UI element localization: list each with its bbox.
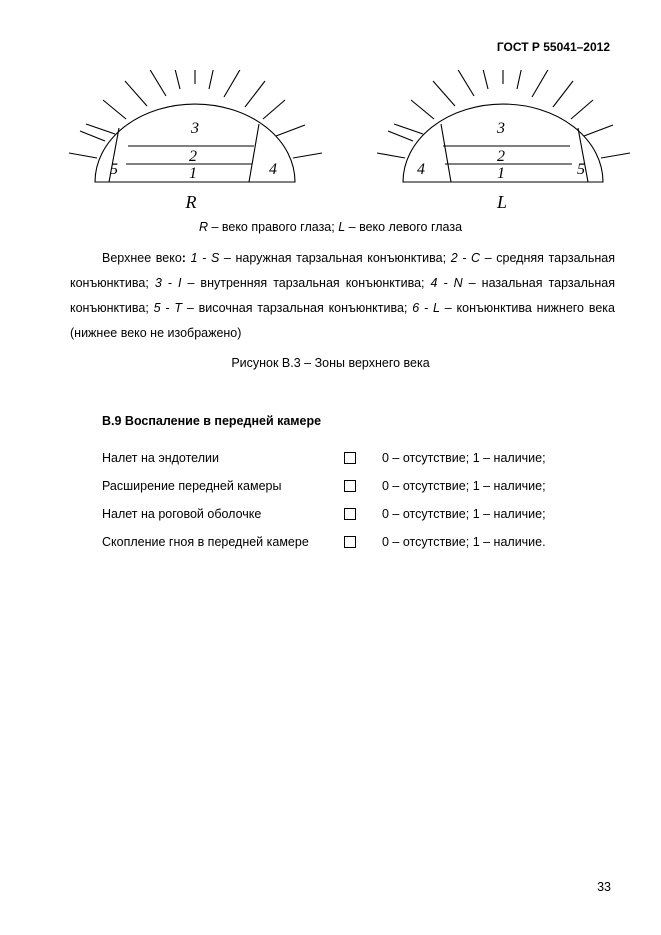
row-label: Расширение передней камеры bbox=[102, 479, 282, 493]
eyelid-zones-figure bbox=[60, 70, 640, 220]
inflammation-checklist bbox=[102, 451, 602, 563]
checklist-row bbox=[102, 451, 602, 479]
right-zone-2: 2 bbox=[189, 148, 197, 165]
row-options: 0 – отсутствие; 1 – наличие; bbox=[382, 507, 546, 521]
figure-caption: Рисунок В.3 – Зоны верхнего века bbox=[231, 356, 430, 370]
row-label: Скопление гноя в передней камере bbox=[102, 535, 309, 549]
document-id: ГОСТ Р 55041–2012 bbox=[496, 40, 610, 54]
figure-legend-rl: R – веко правого глаза; L – веко левого глаза bbox=[198, 220, 463, 234]
checkbox[interactable] bbox=[344, 508, 356, 520]
checklist-row bbox=[102, 479, 602, 507]
left-zone-1: 1 bbox=[497, 165, 505, 182]
right-eye-letter: R bbox=[185, 192, 197, 212]
left-eye-letter: L bbox=[496, 192, 508, 212]
left-zone-3: 3 bbox=[497, 120, 505, 137]
zones-legend: Верхнее веко: 1 - S – наружная тарзальная конъюнктива; 2 - C – средняя тарзальная конъюнктива; 3 - I – внутренняя тарзальная конъюнктива; 4 - N – назальная тарзальная конъюнктива; 5 - T – височная тарзальная конъюнктива; 6 - L – конъюнктива нижнего века (нижнее веко не изображено) bbox=[70, 251, 615, 340]
row-label: Налет на роговой оболочке bbox=[102, 507, 262, 521]
left-zone-2: 2 bbox=[497, 148, 505, 165]
right-zone-3: 3 bbox=[191, 120, 199, 137]
row-label: Налет на эндотелии bbox=[102, 451, 219, 465]
right-zone-1: 1 bbox=[189, 165, 197, 182]
checkbox[interactable] bbox=[344, 536, 356, 548]
row-options: 0 – отсутствие; 1 – наличие; bbox=[382, 451, 546, 465]
row-options: 0 – отсутствие; 1 – наличие; bbox=[382, 479, 546, 493]
checklist-row bbox=[102, 507, 602, 535]
checklist-row bbox=[102, 535, 602, 563]
eyelid-diagram bbox=[60, 70, 640, 220]
left-zone-left: 4 bbox=[417, 161, 425, 178]
right-zone-left: 5 bbox=[110, 161, 118, 178]
left-zone-right: 5 bbox=[577, 161, 585, 178]
row-options: 0 – отсутствие; 1 – наличие. bbox=[382, 535, 546, 549]
checkbox[interactable] bbox=[344, 480, 356, 492]
right-zone-right: 4 bbox=[269, 161, 277, 178]
page-number: 33 bbox=[597, 880, 611, 894]
checkbox[interactable] bbox=[344, 452, 356, 464]
section-title: В.9 Воспаление в передней камере bbox=[102, 414, 322, 428]
